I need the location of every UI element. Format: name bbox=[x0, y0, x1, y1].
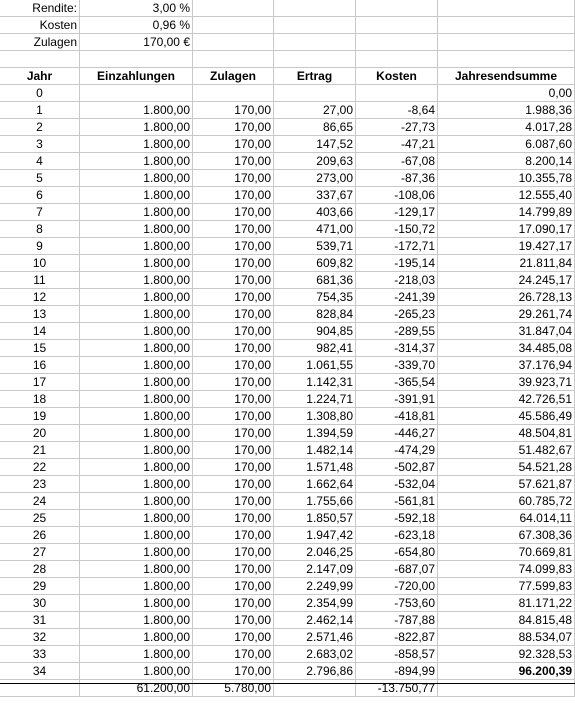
cell-yield[interactable]: 471,00 bbox=[274, 221, 356, 238]
param-row bbox=[0, 0, 575, 17]
total-deposits[interactable]: 61.200,00 bbox=[80, 680, 193, 697]
cell-year[interactable]: 31 bbox=[0, 612, 80, 629]
cell-deposits[interactable]: 1.800,00 bbox=[80, 238, 193, 255]
cell-deposits[interactable]: 1.800,00 bbox=[80, 119, 193, 136]
cell-costs[interactable]: -67,08 bbox=[356, 153, 438, 170]
cell-allowances[interactable]: 170,00 bbox=[193, 561, 274, 578]
cell-year-end-sum[interactable]: 74.099,83 bbox=[438, 561, 575, 578]
param-row bbox=[0, 34, 575, 51]
table-row bbox=[0, 646, 575, 663]
cell-deposits[interactable]: 1.800,00 bbox=[80, 595, 193, 612]
param-value[interactable]: 0,96 % bbox=[80, 17, 193, 34]
cell-costs[interactable]: -289,55 bbox=[356, 323, 438, 340]
cell-year[interactable]: 0 bbox=[0, 85, 80, 102]
cell-yield[interactable]: 403,66 bbox=[274, 204, 356, 221]
cell-year-end-sum[interactable]: 0,00 bbox=[438, 85, 575, 102]
table-row bbox=[0, 442, 575, 459]
cell-yield[interactable]: 1.850,57 bbox=[274, 510, 356, 527]
cell-allowances[interactable]: 170,00 bbox=[193, 578, 274, 595]
cell-allowances[interactable] bbox=[193, 85, 274, 102]
cell-deposits[interactable]: 1.800,00 bbox=[80, 272, 193, 289]
cell-deposits[interactable]: 1.800,00 bbox=[80, 459, 193, 476]
cell-year[interactable]: 22 bbox=[0, 459, 80, 476]
table-row bbox=[0, 544, 575, 561]
empty-cell[interactable] bbox=[274, 51, 356, 68]
cell-yield[interactable]: 209,63 bbox=[274, 153, 356, 170]
cell-year[interactable]: 29 bbox=[0, 578, 80, 595]
cell-allowances[interactable]: 170,00 bbox=[193, 612, 274, 629]
cell-yield[interactable]: 2.147,09 bbox=[274, 561, 356, 578]
cell-yield[interactable]: 1.224,71 bbox=[274, 391, 356, 408]
cell-yield[interactable]: 1.061,55 bbox=[274, 357, 356, 374]
empty-cell[interactable] bbox=[356, 51, 438, 68]
cell-year-end-sum[interactable]: 10.355,78 bbox=[438, 170, 575, 187]
column-header-allowances[interactable]: Zulagen bbox=[193, 68, 274, 85]
cell-allowances[interactable]: 170,00 bbox=[193, 187, 274, 204]
totals-separator-line bbox=[0, 683, 575, 684]
cell-costs[interactable]: -27,73 bbox=[356, 119, 438, 136]
cell-yield[interactable]: 2.354,99 bbox=[274, 595, 356, 612]
table-row bbox=[0, 153, 575, 170]
cell-year-end-sum[interactable]: 96.200,39 bbox=[438, 663, 575, 680]
cell-allowances[interactable]: 170,00 bbox=[193, 357, 274, 374]
cell-yield[interactable]: 1.662,64 bbox=[274, 476, 356, 493]
cell-deposits[interactable]: 1.800,00 bbox=[80, 544, 193, 561]
table-row bbox=[0, 204, 575, 221]
table-row bbox=[0, 221, 575, 238]
cell-year-end-sum[interactable]: 31.847,04 bbox=[438, 323, 575, 340]
cell-deposits[interactable]: 1.800,00 bbox=[80, 527, 193, 544]
cell-allowances[interactable]: 170,00 bbox=[193, 255, 274, 272]
cell-yield[interactable]: 539,71 bbox=[274, 238, 356, 255]
cell-costs[interactable]: -720,00 bbox=[356, 578, 438, 595]
cell-year[interactable]: 24 bbox=[0, 493, 80, 510]
table-row bbox=[0, 595, 575, 612]
cell-deposits[interactable]: 1.800,00 bbox=[80, 391, 193, 408]
cell-year-end-sum[interactable]: 77.599,83 bbox=[438, 578, 575, 595]
column-header-deposits[interactable]: Einzahlungen bbox=[80, 68, 193, 85]
empty-cell[interactable] bbox=[193, 51, 274, 68]
table-row bbox=[0, 255, 575, 272]
cell-year[interactable]: 7 bbox=[0, 204, 80, 221]
cell-year[interactable]: 1 bbox=[0, 102, 80, 119]
cell-allowances[interactable]: 170,00 bbox=[193, 408, 274, 425]
cell-deposits[interactable]: 1.800,00 bbox=[80, 221, 193, 238]
cell-year[interactable]: 15 bbox=[0, 340, 80, 357]
cell-year[interactable]: 26 bbox=[0, 527, 80, 544]
cell-costs[interactable]: -858,57 bbox=[356, 646, 438, 663]
cell-costs[interactable] bbox=[356, 85, 438, 102]
cell-yield[interactable]: 337,67 bbox=[274, 187, 356, 204]
cell-year-end-sum[interactable]: 51.482,67 bbox=[438, 442, 575, 459]
cell-allowances[interactable]: 170,00 bbox=[193, 289, 274, 306]
cell-year[interactable]: 33 bbox=[0, 646, 80, 663]
cell-year[interactable]: 30 bbox=[0, 595, 80, 612]
cell-yield[interactable]: 1.947,42 bbox=[274, 527, 356, 544]
cell-year-end-sum[interactable]: 64.014,11 bbox=[438, 510, 575, 527]
table-row bbox=[0, 102, 575, 119]
table-row bbox=[0, 459, 575, 476]
table-row bbox=[0, 85, 575, 102]
cell-year-end-sum[interactable]: 88.534,07 bbox=[438, 629, 575, 646]
cell-yield[interactable]: 86,65 bbox=[274, 119, 356, 136]
cell-deposits[interactable]: 1.800,00 bbox=[80, 204, 193, 221]
cell-yield[interactable]: 982,41 bbox=[274, 340, 356, 357]
cell-yield[interactable] bbox=[274, 85, 356, 102]
cell-year[interactable]: 3 bbox=[0, 136, 80, 153]
empty-cell[interactable] bbox=[356, 17, 438, 34]
cell-yield[interactable]: 2.571,46 bbox=[274, 629, 356, 646]
cell-allowances[interactable]: 170,00 bbox=[193, 306, 274, 323]
cell-deposits[interactable]: 1.800,00 bbox=[80, 408, 193, 425]
cell-costs[interactable]: -47,21 bbox=[356, 136, 438, 153]
cell-year-end-sum[interactable]: 8.200,14 bbox=[438, 153, 575, 170]
cell-deposits[interactable]: 1.800,00 bbox=[80, 255, 193, 272]
cell-allowances[interactable]: 170,00 bbox=[193, 136, 274, 153]
cell-costs[interactable]: -339,70 bbox=[356, 357, 438, 374]
cell-year-end-sum[interactable]: 26.728,13 bbox=[438, 289, 575, 306]
table-row bbox=[0, 391, 575, 408]
empty-cell[interactable] bbox=[356, 0, 438, 17]
cell-deposits[interactable]: 1.800,00 bbox=[80, 663, 193, 680]
table-row bbox=[0, 527, 575, 544]
cell-costs[interactable]: -654,80 bbox=[356, 544, 438, 561]
cell-year-end-sum[interactable]: 92.328,53 bbox=[438, 646, 575, 663]
cell-allowances[interactable]: 170,00 bbox=[193, 629, 274, 646]
cell-costs[interactable]: -787,88 bbox=[356, 612, 438, 629]
cell-costs[interactable]: -623,18 bbox=[356, 527, 438, 544]
total-costs[interactable]: -13.750,77 bbox=[356, 680, 438, 697]
cell-year-end-sum[interactable]: 24.245,17 bbox=[438, 272, 575, 289]
cell-deposits[interactable]: 1.800,00 bbox=[80, 646, 193, 663]
table-row bbox=[0, 408, 575, 425]
table-row bbox=[0, 136, 575, 153]
cell-year-end-sum[interactable]: 81.171,22 bbox=[438, 595, 575, 612]
cell-yield[interactable]: 27,00 bbox=[274, 102, 356, 119]
empty-cell[interactable] bbox=[274, 34, 356, 51]
cell-year[interactable]: 13 bbox=[0, 306, 80, 323]
cell-yield[interactable]: 1.394,59 bbox=[274, 425, 356, 442]
cell-costs[interactable]: -474,29 bbox=[356, 442, 438, 459]
cell-year[interactable]: 9 bbox=[0, 238, 80, 255]
cell-yield[interactable]: 681,36 bbox=[274, 272, 356, 289]
cell-yield[interactable]: 2.683,02 bbox=[274, 646, 356, 663]
cell-yield[interactable]: 147,52 bbox=[274, 136, 356, 153]
param-value[interactable]: 3,00 % bbox=[80, 0, 193, 17]
cell-allowances[interactable]: 170,00 bbox=[193, 221, 274, 238]
cell-allowances[interactable]: 170,00 bbox=[193, 153, 274, 170]
cell-year-end-sum[interactable]: 37.176,94 bbox=[438, 357, 575, 374]
table-row bbox=[0, 357, 575, 374]
table-row bbox=[0, 476, 575, 493]
empty-cell[interactable] bbox=[0, 51, 80, 68]
table-row bbox=[0, 374, 575, 391]
cell-year-end-sum[interactable]: 21.811,84 bbox=[438, 255, 575, 272]
cell-deposits[interactable]: 1.800,00 bbox=[80, 374, 193, 391]
cell-allowances[interactable]: 170,00 bbox=[193, 663, 274, 680]
cell-costs[interactable]: -172,71 bbox=[356, 238, 438, 255]
empty-cell[interactable] bbox=[438, 0, 575, 17]
empty-cell[interactable] bbox=[193, 0, 274, 17]
cell-year[interactable]: 34 bbox=[0, 663, 80, 680]
empty-cell[interactable] bbox=[274, 17, 356, 34]
empty-cell[interactable] bbox=[438, 51, 575, 68]
empty-cell[interactable] bbox=[438, 17, 575, 34]
table-row bbox=[0, 578, 575, 595]
cell-deposits[interactable]: 1.800,00 bbox=[80, 425, 193, 442]
cell-year[interactable]: 2 bbox=[0, 119, 80, 136]
cell-costs[interactable]: -218,03 bbox=[356, 272, 438, 289]
cell-yield[interactable]: 2.796,86 bbox=[274, 663, 356, 680]
cell-costs[interactable]: -687,07 bbox=[356, 561, 438, 578]
table-row bbox=[0, 238, 575, 255]
cell-allowances[interactable]: 170,00 bbox=[193, 119, 274, 136]
table-row bbox=[0, 612, 575, 629]
cell-allowances[interactable]: 170,00 bbox=[193, 374, 274, 391]
cell-year[interactable]: 27 bbox=[0, 544, 80, 561]
table-row bbox=[0, 340, 575, 357]
cell-costs[interactable]: -446,27 bbox=[356, 425, 438, 442]
cell-year[interactable]: 19 bbox=[0, 408, 80, 425]
param-label[interactable]: Zulagen bbox=[0, 34, 80, 51]
cell-year-end-sum[interactable]: 84.815,48 bbox=[438, 612, 575, 629]
cell-costs[interactable]: -418,81 bbox=[356, 408, 438, 425]
cell-year-end-sum[interactable]: 14.799,89 bbox=[438, 204, 575, 221]
cell-deposits[interactable]: 1.800,00 bbox=[80, 561, 193, 578]
cell-year-end-sum[interactable]: 42.726,51 bbox=[438, 391, 575, 408]
table-row bbox=[0, 663, 575, 680]
cell-yield[interactable]: 1.142,31 bbox=[274, 374, 356, 391]
param-row bbox=[0, 17, 575, 34]
cell-year[interactable]: 17 bbox=[0, 374, 80, 391]
cell-deposits[interactable]: 1.800,00 bbox=[80, 357, 193, 374]
cell-year-end-sum[interactable]: 1.988,36 bbox=[438, 102, 575, 119]
cell-year-end-sum[interactable]: 54.521,28 bbox=[438, 459, 575, 476]
cell-costs[interactable]: -391,91 bbox=[356, 391, 438, 408]
column-header-yield[interactable]: Ertrag bbox=[274, 68, 356, 85]
table-row bbox=[0, 425, 575, 442]
cell-yield[interactable]: 273,00 bbox=[274, 170, 356, 187]
cell-deposits[interactable]: 1.800,00 bbox=[80, 612, 193, 629]
cell-year[interactable]: 5 bbox=[0, 170, 80, 187]
cell-year[interactable]: 28 bbox=[0, 561, 80, 578]
cell-allowances[interactable]: 170,00 bbox=[193, 595, 274, 612]
cell-deposits[interactable]: 1.800,00 bbox=[80, 170, 193, 187]
cell-deposits[interactable]: 1.800,00 bbox=[80, 153, 193, 170]
cell-year[interactable]: 23 bbox=[0, 476, 80, 493]
cell-year[interactable]: 11 bbox=[0, 272, 80, 289]
cell-costs[interactable]: -8,64 bbox=[356, 102, 438, 119]
cell-allowances[interactable]: 170,00 bbox=[193, 238, 274, 255]
cell-deposits[interactable]: 1.800,00 bbox=[80, 323, 193, 340]
cell-deposits[interactable] bbox=[80, 85, 193, 102]
cell-year[interactable]: 4 bbox=[0, 153, 80, 170]
cell-year[interactable]: 8 bbox=[0, 221, 80, 238]
table-row bbox=[0, 289, 575, 306]
cell-year-end-sum[interactable]: 4.017,28 bbox=[438, 119, 575, 136]
cell-year-end-sum[interactable]: 19.427,17 bbox=[438, 238, 575, 255]
table-row bbox=[0, 119, 575, 136]
cell-costs[interactable]: -592,18 bbox=[356, 510, 438, 527]
table-row bbox=[0, 510, 575, 527]
cell-yield[interactable]: 754,35 bbox=[274, 289, 356, 306]
cell-allowances[interactable]: 170,00 bbox=[193, 425, 274, 442]
cell-costs[interactable]: -532,04 bbox=[356, 476, 438, 493]
cell-costs[interactable]: -129,17 bbox=[356, 204, 438, 221]
cell-allowances[interactable]: 170,00 bbox=[193, 272, 274, 289]
cell-year[interactable]: 16 bbox=[0, 357, 80, 374]
cell-yield[interactable]: 1.571,48 bbox=[274, 459, 356, 476]
cell-yield[interactable]: 1.755,66 bbox=[274, 493, 356, 510]
cell-year-end-sum[interactable]: 17.090,17 bbox=[438, 221, 575, 238]
cell-allowances[interactable]: 170,00 bbox=[193, 391, 274, 408]
cell-deposits[interactable]: 1.800,00 bbox=[80, 340, 193, 357]
cell-allowances[interactable]: 170,00 bbox=[193, 102, 274, 119]
cell-year-end-sum[interactable]: 39.923,71 bbox=[438, 374, 575, 391]
header-row bbox=[0, 68, 575, 85]
cell-year[interactable]: 20 bbox=[0, 425, 80, 442]
cell-year-end-sum[interactable]: 60.785,72 bbox=[438, 493, 575, 510]
cell-year-end-sum[interactable]: 67.308,36 bbox=[438, 527, 575, 544]
cell-costs[interactable]: -822,87 bbox=[356, 629, 438, 646]
cell-yield[interactable]: 2.046,25 bbox=[274, 544, 356, 561]
cell-deposits[interactable]: 1.800,00 bbox=[80, 442, 193, 459]
cell-costs[interactable]: -314,37 bbox=[356, 340, 438, 357]
cell-allowances[interactable]: 170,00 bbox=[193, 510, 274, 527]
cell-yield[interactable]: 1.482,14 bbox=[274, 442, 356, 459]
cell-costs[interactable]: -150,72 bbox=[356, 221, 438, 238]
cell-yield[interactable]: 828,84 bbox=[274, 306, 356, 323]
empty-row bbox=[0, 51, 575, 68]
cell-year-end-sum[interactable]: 6.087,60 bbox=[438, 136, 575, 153]
cell-year[interactable]: 10 bbox=[0, 255, 80, 272]
cell-year[interactable]: 25 bbox=[0, 510, 80, 527]
empty-cell[interactable] bbox=[193, 17, 274, 34]
cell-yield[interactable]: 1.308,80 bbox=[274, 408, 356, 425]
cell-allowances[interactable]: 170,00 bbox=[193, 170, 274, 187]
cell-year-end-sum[interactable]: 12.555,40 bbox=[438, 187, 575, 204]
cell-year[interactable]: 21 bbox=[0, 442, 80, 459]
param-label[interactable]: Kosten bbox=[0, 17, 80, 34]
column-header-costs[interactable]: Kosten bbox=[356, 68, 438, 85]
cell-deposits[interactable]: 1.800,00 bbox=[80, 102, 193, 119]
cell-year-end-sum[interactable]: 70.669,81 bbox=[438, 544, 575, 561]
cell-allowances[interactable]: 170,00 bbox=[193, 646, 274, 663]
cell-deposits[interactable]: 1.800,00 bbox=[80, 136, 193, 153]
empty-cell[interactable] bbox=[438, 34, 575, 51]
cell-costs[interactable]: -265,23 bbox=[356, 306, 438, 323]
cell-allowances[interactable]: 170,00 bbox=[193, 459, 274, 476]
table-row bbox=[0, 272, 575, 289]
table-row bbox=[0, 561, 575, 578]
cell-year-end-sum[interactable]: 45.586,49 bbox=[438, 408, 575, 425]
cell-deposits[interactable]: 1.800,00 bbox=[80, 306, 193, 323]
total-allowances[interactable]: 5.780,00 bbox=[193, 680, 274, 697]
column-header-year[interactable]: Jahr bbox=[0, 68, 80, 85]
cell-year[interactable]: 12 bbox=[0, 289, 80, 306]
cell-allowances[interactable]: 170,00 bbox=[193, 544, 274, 561]
param-value[interactable]: 170,00 € bbox=[80, 34, 193, 51]
empty-cell[interactable] bbox=[80, 51, 193, 68]
cell-yield[interactable]: 2.462,14 bbox=[274, 612, 356, 629]
param-label[interactable]: Rendite: bbox=[0, 0, 80, 17]
cell-deposits[interactable]: 1.800,00 bbox=[80, 629, 193, 646]
cell-deposits[interactable]: 1.800,00 bbox=[80, 289, 193, 306]
cell-deposits[interactable]: 1.800,00 bbox=[80, 493, 193, 510]
table-row bbox=[0, 629, 575, 646]
cell-costs[interactable]: -241,39 bbox=[356, 289, 438, 306]
cell-costs[interactable]: -502,87 bbox=[356, 459, 438, 476]
table-row bbox=[0, 187, 575, 204]
table-row bbox=[0, 323, 575, 340]
cell-yield[interactable]: 2.249,99 bbox=[274, 578, 356, 595]
cell-costs[interactable]: -87,36 bbox=[356, 170, 438, 187]
cell-year-end-sum[interactable]: 34.485,08 bbox=[438, 340, 575, 357]
cell-deposits[interactable]: 1.800,00 bbox=[80, 578, 193, 595]
cell-allowances[interactable]: 170,00 bbox=[193, 476, 274, 493]
column-header-year-end-sum[interactable]: Jahresendsumme bbox=[438, 68, 575, 85]
cell-year[interactable]: 6 bbox=[0, 187, 80, 204]
empty-cell[interactable] bbox=[274, 0, 356, 17]
empty-cell[interactable] bbox=[193, 34, 274, 51]
cell-yield[interactable]: 904,85 bbox=[274, 323, 356, 340]
cell-year-end-sum[interactable]: 29.261,74 bbox=[438, 306, 575, 323]
cell-allowances[interactable]: 170,00 bbox=[193, 527, 274, 544]
cell-year[interactable]: 18 bbox=[0, 391, 80, 408]
table-row bbox=[0, 493, 575, 510]
cell-costs[interactable]: -365,54 bbox=[356, 374, 438, 391]
cell-costs[interactable]: -108,06 bbox=[356, 187, 438, 204]
cell-allowances[interactable]: 170,00 bbox=[193, 204, 274, 221]
cell-costs[interactable]: -894,99 bbox=[356, 663, 438, 680]
cell-costs[interactable]: -561,81 bbox=[356, 493, 438, 510]
cell-year[interactable]: 32 bbox=[0, 629, 80, 646]
cell-allowances[interactable]: 170,00 bbox=[193, 323, 274, 340]
cell-deposits[interactable]: 1.800,00 bbox=[80, 187, 193, 204]
cell-costs[interactable]: -753,60 bbox=[356, 595, 438, 612]
table-row bbox=[0, 170, 575, 187]
cell-yield[interactable]: 609,82 bbox=[274, 255, 356, 272]
cell-year-end-sum[interactable]: 57.621,87 bbox=[438, 476, 575, 493]
cell-year[interactable]: 14 bbox=[0, 323, 80, 340]
cell-deposits[interactable]: 1.800,00 bbox=[80, 510, 193, 527]
table-row bbox=[0, 306, 575, 323]
cell-allowances[interactable]: 170,00 bbox=[193, 493, 274, 510]
empty-cell[interactable] bbox=[356, 34, 438, 51]
cell-deposits[interactable]: 1.800,00 bbox=[80, 476, 193, 493]
cell-costs[interactable]: -195,14 bbox=[356, 255, 438, 272]
cell-allowances[interactable]: 170,00 bbox=[193, 442, 274, 459]
cell-year-end-sum[interactable]: 48.504,81 bbox=[438, 425, 575, 442]
cell-allowances[interactable]: 170,00 bbox=[193, 340, 274, 357]
